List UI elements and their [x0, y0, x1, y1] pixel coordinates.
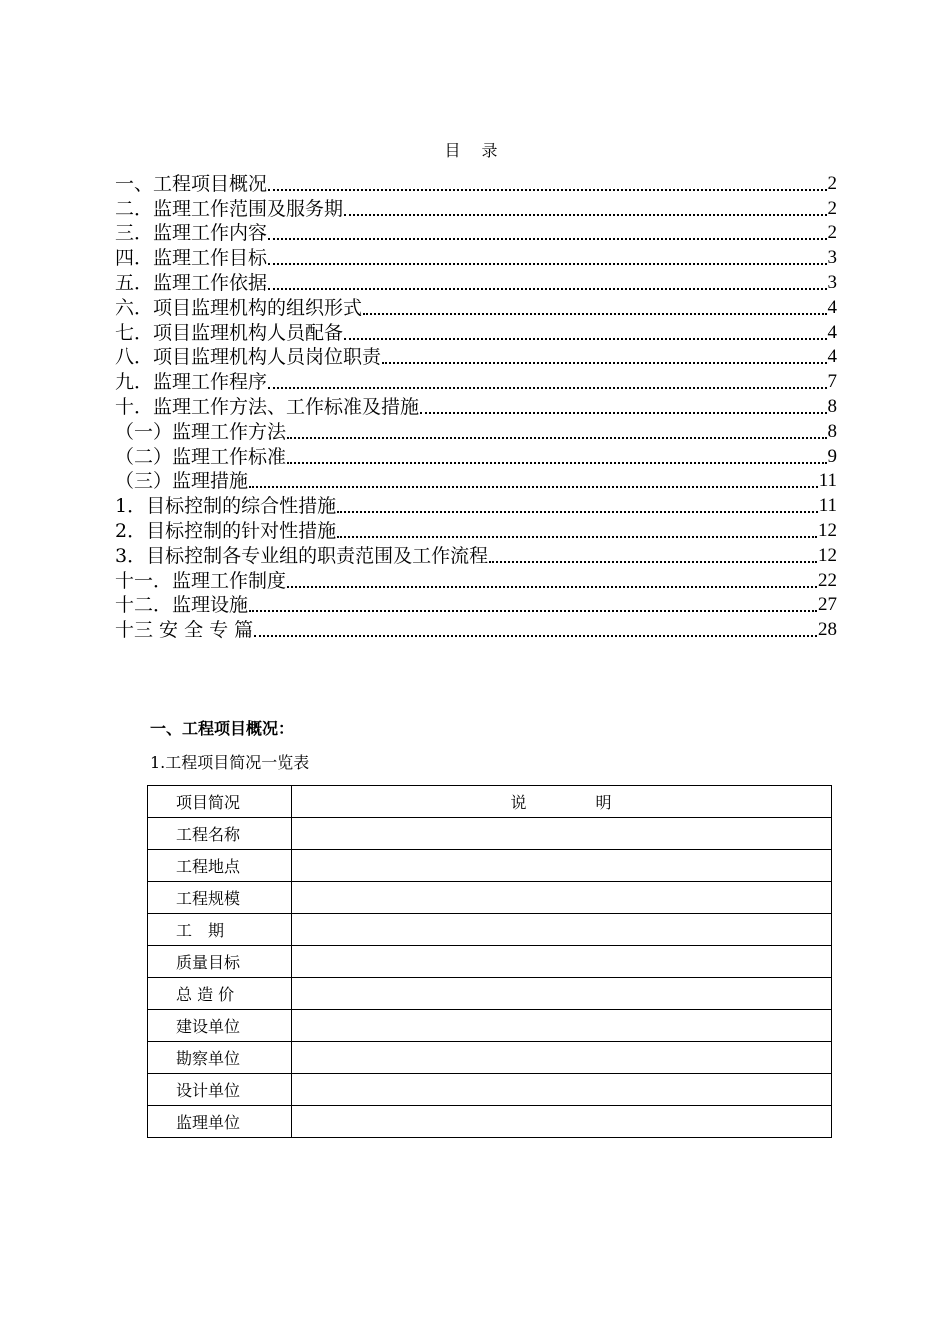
toc-entry-title: 十二．监理设施 — [115, 594, 249, 617]
table-header-row — [148, 786, 832, 818]
toc-leader-dots — [287, 437, 826, 439]
toc-entry[interactable] — [115, 444, 837, 469]
row-label-cell: 工程名称 — [148, 818, 292, 850]
toc-leader-dots — [249, 486, 818, 488]
toc-leader-dots — [489, 561, 817, 563]
row-label-cell: 监理单位 — [148, 1106, 292, 1138]
toc-entry-title: 二．监理工作范围及服务期 — [115, 197, 344, 220]
toc-entry[interactable] — [115, 196, 837, 221]
toc-entry[interactable] — [115, 345, 837, 370]
toc-entry-title: 1．目标控制的综合性措施 — [115, 495, 337, 518]
row-value-cell[interactable] — [292, 1106, 832, 1138]
toc-entry-page: 3 — [827, 271, 837, 293]
toc-leader-dots — [337, 511, 818, 513]
toc-entry-title: （二）监理工作标准 — [115, 445, 287, 468]
toc-entry[interactable] — [115, 617, 837, 642]
row-value-cell[interactable] — [292, 946, 832, 978]
toc-entry[interactable] — [115, 270, 837, 295]
toc-entry-page: 12 — [818, 519, 837, 541]
table-row — [148, 978, 832, 1010]
toc-entry-title: 三．监理工作内容 — [115, 222, 268, 245]
toc-leader-dots — [420, 412, 826, 414]
toc-entry-page: 27 — [818, 594, 837, 616]
toc-leader-dots — [344, 214, 826, 216]
toc-entry-page: 22 — [818, 569, 837, 591]
toc-leader-dots — [249, 610, 817, 612]
toc-entry-page: 9 — [827, 445, 837, 467]
header-label-cell: 项目简况 — [148, 786, 292, 818]
toc-entry-page: 4 — [827, 346, 837, 368]
toc-entry[interactable] — [115, 518, 837, 543]
toc-entry-page: 2 — [827, 172, 837, 194]
toc-leader-dots — [268, 263, 826, 265]
toc-entry[interactable] — [115, 568, 837, 593]
toc-leader-dots — [337, 536, 817, 538]
toc-leader-dots — [287, 462, 826, 464]
toc-entry[interactable] — [115, 320, 837, 345]
toc-entry-page: 4 — [827, 321, 837, 343]
toc-entry[interactable] — [115, 469, 837, 494]
toc-heading: 目 录 — [444, 141, 506, 160]
toc-entry-page: 2 — [827, 222, 837, 244]
toc-leader-dots — [268, 387, 826, 389]
row-value-cell[interactable] — [292, 1042, 832, 1074]
toc-entry-page: 12 — [818, 544, 837, 566]
toc-entry-title: 十．监理工作方法、工作标准及措施 — [115, 395, 420, 418]
toc-entry-title: （一）监理工作方法 — [115, 420, 287, 443]
toc-leader-dots — [287, 586, 817, 588]
table-row — [148, 1042, 832, 1074]
row-label-cell: 总 造 价 — [148, 978, 292, 1010]
table-row — [148, 850, 832, 882]
project-overview-table — [147, 785, 832, 1138]
toc-entry-title: 六．项目监理机构的组织形式 — [115, 296, 363, 319]
toc-entry[interactable] — [115, 295, 837, 320]
row-label-cell: 质量目标 — [148, 946, 292, 978]
toc-entry-title: （三）监理措施 — [115, 470, 249, 493]
toc-entry[interactable] — [115, 593, 837, 618]
row-value-cell[interactable] — [292, 914, 832, 946]
toc-entry-page: 8 — [827, 395, 837, 417]
row-label-cell: 工 期 — [148, 914, 292, 946]
toc-leader-dots — [268, 288, 826, 290]
table-of-contents — [115, 171, 837, 642]
section-title: 一、工程项目概况： — [150, 719, 295, 738]
toc-leader-dots — [363, 313, 826, 315]
row-value-cell[interactable] — [292, 850, 832, 882]
toc-entry-title: 十三 安 全 专 篇 — [115, 619, 254, 642]
toc-entry-page: 28 — [818, 619, 837, 641]
toc-entry-page: 11 — [818, 495, 837, 517]
header-value-cell: 说 明 — [292, 786, 832, 818]
table-caption: 1.工程项目简况一览表 — [150, 753, 310, 772]
table-row — [148, 946, 832, 978]
row-label-cell: 设计单位 — [148, 1074, 292, 1106]
toc-entry-page: 4 — [827, 296, 837, 318]
row-label-cell: 勘察单位 — [148, 1042, 292, 1074]
toc-entry-title: 十一．监理工作制度 — [115, 569, 287, 592]
toc-entry[interactable] — [115, 543, 837, 568]
toc-entry[interactable] — [115, 171, 837, 196]
table-row — [148, 1010, 832, 1042]
toc-entry[interactable] — [115, 369, 837, 394]
toc-entry[interactable] — [115, 245, 837, 270]
row-value-cell[interactable] — [292, 978, 832, 1010]
toc-entry-title: 一、工程项目概况 — [115, 172, 268, 195]
toc-entry-page: 7 — [827, 371, 837, 393]
row-value-cell[interactable] — [292, 882, 832, 914]
toc-entry[interactable] — [115, 394, 837, 419]
toc-entry-title: 八．项目监理机构人员岗位职责 — [115, 346, 382, 369]
toc-entry-title: 3．目标控制各专业组的职责范围及工作流程 — [115, 544, 489, 567]
toc-entry-page: 8 — [827, 420, 837, 442]
toc-leader-dots — [268, 238, 826, 240]
table-row — [148, 914, 832, 946]
toc-leader-dots — [382, 362, 826, 364]
toc-entry[interactable] — [115, 493, 837, 518]
toc-entry[interactable] — [115, 419, 837, 444]
toc-entry-page: 3 — [827, 247, 837, 269]
toc-entry-title: 五．监理工作依据 — [115, 271, 268, 294]
toc-entry-page: 2 — [827, 197, 837, 219]
row-value-cell[interactable] — [292, 1010, 832, 1042]
toc-leader-dots — [344, 338, 826, 340]
row-label-cell: 建设单位 — [148, 1010, 292, 1042]
toc-entry-title: 2．目标控制的针对性措施 — [115, 519, 337, 542]
toc-entry-title: 四．监理工作目标 — [115, 247, 268, 270]
row-label-cell: 工程地点 — [148, 850, 292, 882]
row-value-cell[interactable] — [292, 1074, 832, 1106]
toc-leader-dots — [268, 189, 826, 191]
toc-leader-dots — [254, 635, 817, 637]
toc-entry[interactable] — [115, 221, 837, 246]
table-row — [148, 818, 832, 850]
table-row — [148, 1106, 832, 1138]
toc-entry-title: 九．监理工作程序 — [115, 371, 268, 394]
table-row — [148, 1074, 832, 1106]
toc-entry-title: 七．项目监理机构人员配备 — [115, 321, 344, 344]
table-row — [148, 882, 832, 914]
toc-entry-page: 11 — [818, 470, 837, 492]
row-label-cell: 工程规模 — [148, 882, 292, 914]
row-value-cell[interactable] — [292, 818, 832, 850]
